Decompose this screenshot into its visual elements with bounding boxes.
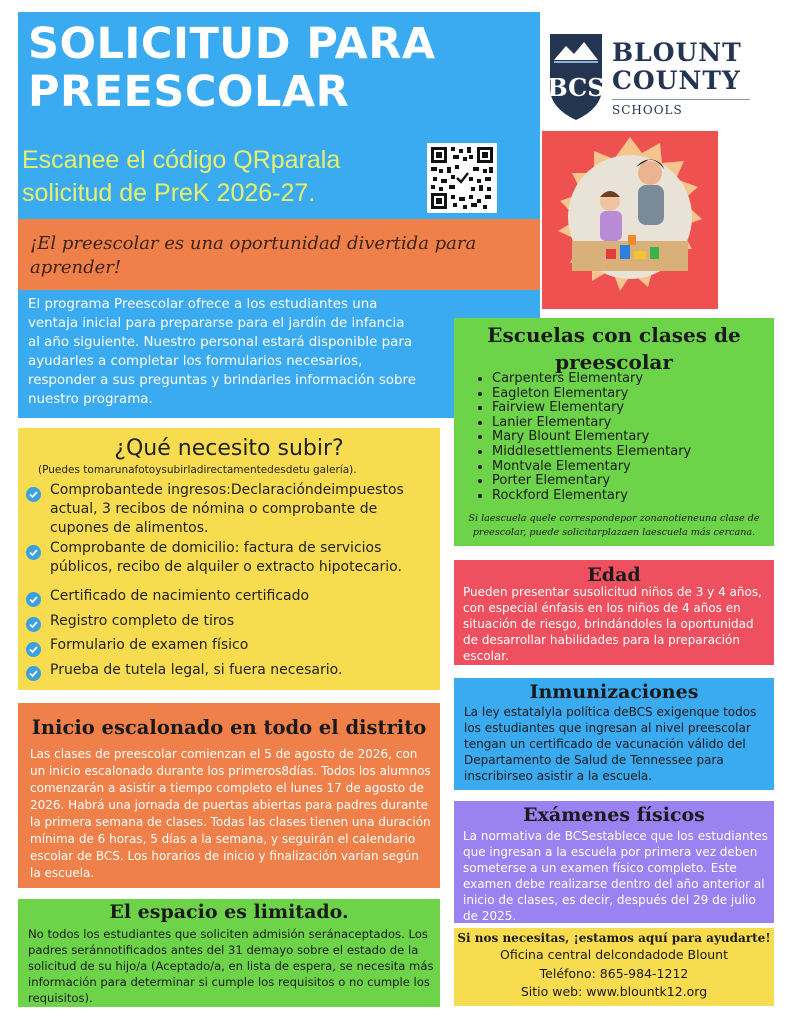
schools-list [472, 372, 772, 503]
check-circle-icon [26, 642, 41, 657]
contact-phone[interactable]: Teléfono: 865-984-1212 [539, 966, 689, 981]
teacher-child-photo [542, 131, 718, 309]
list-item: • Mary Blount Elementary [492, 430, 772, 445]
logo-divider [612, 99, 750, 100]
title-line-2: PREESCOLAR [28, 67, 350, 117]
list-item: • Middlesettlements Elementary [492, 445, 772, 460]
logo-county: COUNTY [612, 66, 741, 95]
list-item: • Eagleton Elementary [492, 387, 772, 402]
requirement-item: Prueba de tutela legal, si fuera necesario. [50, 662, 343, 678]
space-title: El espacio es limitado. [109, 901, 349, 923]
logo-schools: SCHOOLS [612, 103, 683, 117]
start-description: Las clases de preescolar comienzan el 5 de agosto de 2026, con un inicio escalonado durante los primeros8días. Todos los alumnos comenzarán a asistir a tiempo completo el lunes 17 de agosto de 2026. Habrá una jornada de puertas abiertas para padres durante la primera semana de clases. Todas las clases tienen una duración mínima de 6 horas, 5 días a la semana, y seguirán el calendario escolar de BCS. Los horarios de inicio y finalización varían según la escuela. [30, 747, 431, 880]
list-item: • Lanier Elementary [492, 416, 772, 431]
contact-office: Oficina central delcondadode Blount [499, 947, 728, 962]
qr-line-1: Escanee el código QRparala [22, 146, 341, 174]
tagline: ¡El preescolar es una oportunidad divertida para aprender! [30, 233, 477, 278]
immunizations-description: La ley estatalyla política deBCS exigenque todos los estudiantes que ingresan al nivel preescolar tengan un certificado de vacunación válido del Departamento de Salud de Tennessee para inscribirseo asistir a la escuela. [464, 705, 757, 783]
qr-line-2: solicitud de PreK 2026-27. [22, 179, 316, 207]
check-circle-icon [26, 487, 41, 502]
title-banner [18, 12, 540, 142]
requirements-title: ¿Qué necesito subir? [114, 436, 344, 461]
requirement-item: Registro completo de tiros [50, 613, 235, 629]
exams-title: Exámenes físicos [523, 804, 705, 826]
qr-code-icon[interactable] [427, 143, 497, 213]
requirement-item: Comprobante de domicilio: factura de servicios públicos, recibo de alquiler o extracto hipotecario. [50, 540, 402, 575]
age-title: Edad [587, 564, 641, 586]
list-item: • Rockford Elementary [492, 489, 772, 504]
contact-website-link[interactable]: Sitio web: www.blountk12.org [520, 984, 708, 999]
check-circle-icon [26, 617, 41, 632]
qr-instructions [22, 144, 412, 210]
check-circle-icon [26, 666, 41, 681]
contact-title: Si nos necesitas, ¡estamos aquí para ayudarte! [457, 931, 771, 945]
requirement-item: Comprobantede ingresos:Declaracióndeimpuestos actual, 3 recibos de nómina o comprobante de cupones de alimentos. [50, 482, 404, 536]
list-item: • Montvale Elementary [492, 460, 772, 475]
requirements-subtitle: (Puedes tomarunafotoysubirladirectamentedesdetu galería). [38, 464, 357, 476]
logo-blount: BLOUNT [612, 38, 742, 67]
exams-description: La normativa de BCSestablece que los estudiantes que ingresan a la escuela por primera vez deben someterse a un examen físico completo. Este examen debe realizarse dentro del año anterior al inicio de clases, es decir, después del 29 de julio de 2025. [463, 829, 768, 923]
page-title [18, 12, 540, 116]
title-line-1: SOLICITUD PARA [28, 19, 436, 69]
blount-county-seal-icon [546, 30, 606, 122]
schools-note: Si laescuela quele correspondepor zonanotieneuna clase de preescolar, puede solicitarplazaen laescuela más cercana. [468, 513, 760, 538]
list-item: • Porter Elementary [492, 474, 772, 489]
check-circle-icon [26, 592, 41, 607]
start-title: Inicio escalonado en todo el distrito [31, 716, 427, 739]
immunizations-title: Inmunizaciones [529, 681, 699, 703]
age-description: Pueden presentar susolicitud niños de 3 y 4 años, con especial énfasis en los niños de 4 años en situación de riesgo, brindándoles la oportunidad de desarrollar habilidades para la preparación escolar. [463, 585, 762, 663]
program-description: El programa Preescolar ofrece a los estudiantes una ventaja inicial para prepararse para el jardín de infancia al año siguiente. Nuestro personal estará disponible para ayudarles a completar los formularios necesarios, responder a sus preguntas y brindarles información sobre nuestro programa. [28, 297, 416, 407]
schools-title: Escuelas con clases de preescolar [487, 323, 741, 374]
requirement-item: Formulario de examen físico [50, 637, 249, 653]
check-circle-icon [26, 545, 41, 560]
space-description: No todos los estudiantes que soliciten admisión seránaceptados. Los padres seránnotificados antes del 31 demayo sobre el estado de la solicitud de su hijo/a (Aceptado/a, en lista de espera, se necesita más información para determinar si cumple los requisitos o no cumple los requisitos). [28, 927, 434, 1005]
list-item: • Carpenters Elementary [492, 372, 772, 387]
list-item: • Fairview Elementary [492, 401, 772, 416]
seal-letters: BCS [547, 73, 605, 102]
requirement-item: Certificado de nacimiento certificado [50, 588, 310, 604]
